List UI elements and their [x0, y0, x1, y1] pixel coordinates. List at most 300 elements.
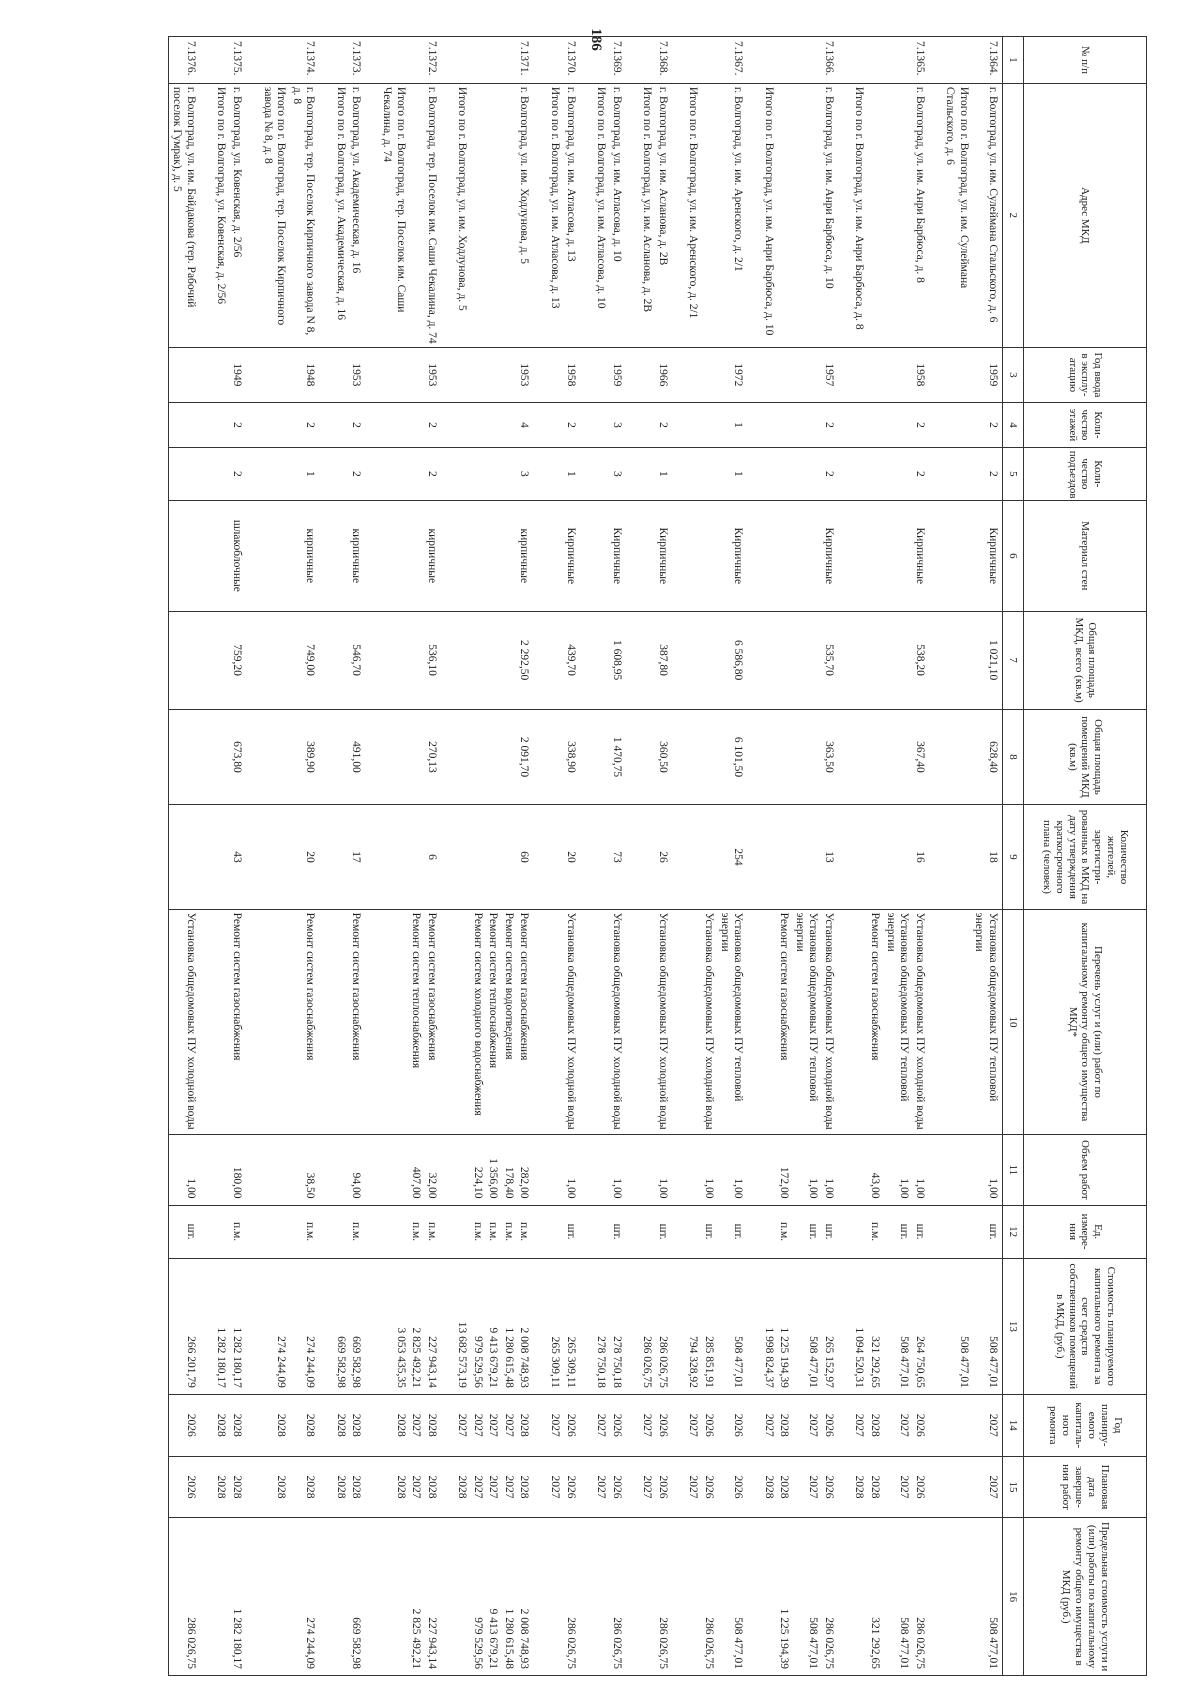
premises-area-cell [580, 709, 609, 805]
total-row [365, 37, 407, 1676]
residents-cell: 6 [423, 805, 441, 909]
residents-cell [441, 805, 470, 909]
work-volume-cell [534, 1135, 563, 1205]
completion-date-cell: 2028 [516, 1456, 534, 1518]
max-cost-cell [747, 1518, 776, 1676]
column-header: Материал стен [1024, 500, 1147, 611]
cost-cell: 264 750,65 [911, 1258, 929, 1394]
work-type-cell [365, 909, 407, 1135]
column-header: Год ввода в эксплу-атацию [1024, 347, 1147, 402]
year-built-cell [580, 347, 609, 402]
work-volume-cell: 1,00 [654, 1135, 672, 1205]
residents-cell [747, 805, 776, 909]
wall-material-cell [200, 500, 229, 611]
unit-cell: шт. [791, 1205, 820, 1258]
unit-cell [838, 1205, 867, 1258]
total-row [441, 37, 470, 1676]
row-number [500, 37, 516, 84]
repair-year-cell: 2028 [319, 1394, 348, 1456]
table-row [168, 37, 200, 1676]
max-cost-cell [929, 1518, 971, 1676]
premises-area-cell: 1 470,75 [608, 709, 626, 805]
work-volume-cell [246, 1135, 288, 1205]
max-cost-cell: 1 280 615,48 [500, 1518, 516, 1676]
address-cell: Итого по г. Волгоград, ул. им. Ходлунова, д. 5 [441, 83, 470, 347]
address-cell: Итого по г. Волгоград, ул. им. Анри Барбюса, д. 10 [747, 83, 776, 347]
residents-cell [246, 805, 288, 909]
unit-cell: шт. [700, 1205, 716, 1258]
repair-year-cell: 2028 [288, 1394, 319, 1456]
unit-cell: шт. [882, 1205, 911, 1258]
address-cell: Итого по г. Волгоград, ул. им. Атласова, д. 13 [534, 83, 563, 347]
max-cost-cell: 979 529,56 [469, 1518, 485, 1676]
repair-year-cell: 2026 [700, 1394, 716, 1456]
year-built-cell: 1958 [911, 347, 929, 402]
work-type-cell [929, 909, 971, 1135]
entrances-cell [168, 447, 200, 500]
wall-material-cell [672, 500, 701, 611]
residents-cell: 20 [288, 805, 319, 909]
work-volume-cell [626, 1135, 655, 1205]
premises-area-cell: 628,40 [971, 709, 1003, 805]
entrances-cell: 2 [423, 447, 441, 500]
premises-area-cell: 270,13 [423, 709, 441, 805]
work-volume-cell [929, 1135, 971, 1205]
max-cost-cell: 274 244,09 [288, 1518, 319, 1676]
premises-area-cell [867, 709, 883, 805]
cost-cell: 508 477,01 [882, 1258, 911, 1394]
address-cell [791, 83, 820, 347]
year-built-cell [200, 347, 229, 402]
table-row [500, 37, 516, 1676]
column-number: 3 [1003, 347, 1024, 402]
total-area-cell: 387,80 [654, 611, 672, 709]
repair-year-cell: 2028 [867, 1394, 883, 1456]
year-built-cell [441, 347, 470, 402]
completion-date-cell: 2027 [534, 1456, 563, 1518]
cost-cell: 508 477,01 [791, 1258, 820, 1394]
work-type-cell [200, 909, 229, 1135]
cost-cell: 266 201,79 [168, 1258, 200, 1394]
cost-cell: 2 825 492,21 [408, 1258, 424, 1394]
unit-cell: п.м. [500, 1205, 516, 1258]
completion-date-cell: 2026 [911, 1456, 929, 1518]
floors-cell [485, 403, 501, 448]
work-volume-cell: 1,00 [911, 1135, 929, 1205]
wall-material-cell [500, 500, 516, 611]
completion-date-cell: 2027 [672, 1456, 701, 1518]
floors-cell [882, 403, 911, 448]
repair-year-cell: 2027 [408, 1394, 424, 1456]
residents-cell [500, 805, 516, 909]
cost-cell: 274 244,09 [288, 1258, 319, 1394]
max-cost-cell: 286 026,75 [608, 1518, 626, 1676]
unit-cell: п.м. [229, 1205, 247, 1258]
entrances-cell [838, 447, 867, 500]
completion-date-cell: 2026 [562, 1456, 580, 1518]
max-cost-cell: 669 582,98 [348, 1518, 366, 1676]
repair-year-cell: 2028 [229, 1394, 247, 1456]
completion-date-cell: 2026 [700, 1456, 716, 1518]
entrances-cell [469, 447, 485, 500]
address-cell: г. Волгоград, ул. им. Ходлунова, д. 5 [516, 83, 534, 347]
residents-cell [319, 805, 348, 909]
total-area-cell [929, 611, 971, 709]
cost-cell: 508 477,01 [716, 1258, 747, 1394]
entrances-cell: 1 [654, 447, 672, 500]
residents-cell [700, 805, 716, 909]
wall-material-cell [838, 500, 867, 611]
entrances-cell [365, 447, 407, 500]
premises-area-cell [534, 709, 563, 805]
unit-cell: шт. [654, 1205, 672, 1258]
table-body [168, 37, 1002, 1676]
total-area-cell: 439,70 [562, 611, 580, 709]
work-type-cell [747, 909, 776, 1135]
unit-cell: шт. [168, 1205, 200, 1258]
work-volume-cell [747, 1135, 776, 1205]
column-number: 16 [1003, 1518, 1024, 1676]
address-cell: г. Волгоград, ул. Ковенская, д. 2/56 [229, 83, 247, 347]
row-number: 7.1376. [168, 37, 200, 84]
work-type-cell: Установка общедомовых ПУ тепловой энергии [716, 909, 747, 1135]
table-row [229, 37, 247, 1676]
residents-cell [626, 805, 655, 909]
entrances-cell: 2 [820, 447, 838, 500]
total-area-cell [747, 611, 776, 709]
cost-cell: 227 943,14 [423, 1258, 441, 1394]
floors-cell [500, 403, 516, 448]
repair-year-cell: 2026 [820, 1394, 838, 1456]
completion-date-cell: 2027 [500, 1456, 516, 1518]
column-number: 9 [1003, 805, 1024, 909]
completion-date-cell: 2028 [441, 1456, 470, 1518]
work-type-cell [319, 909, 348, 1135]
repair-year-cell: 2026 [654, 1394, 672, 1456]
cost-cell: 1 280 615,48 [500, 1258, 516, 1394]
premises-area-cell [365, 709, 407, 805]
total-row [534, 37, 563, 1676]
unit-cell [929, 1205, 971, 1258]
repair-year-cell: 2028 [423, 1394, 441, 1456]
repair-year-cell [929, 1394, 971, 1456]
row-number: 7.1374. [288, 37, 319, 84]
cost-cell: 278 750,18 [608, 1258, 626, 1394]
premises-area-cell: 389,90 [288, 709, 319, 805]
wall-material-cell [580, 500, 609, 611]
cost-cell: 669 582,98 [348, 1258, 366, 1394]
row-number [365, 37, 407, 84]
unit-cell: шт. [911, 1205, 929, 1258]
work-type-cell [246, 909, 288, 1135]
year-built-cell [672, 347, 701, 402]
residents-cell [672, 805, 701, 909]
residents-cell [168, 805, 200, 909]
max-cost-cell: 286 026,75 [562, 1518, 580, 1676]
row-number [838, 37, 867, 84]
row-number: 7.1373. [348, 37, 366, 84]
wall-material-cell: Кирпичные [971, 500, 1003, 611]
year-built-cell [626, 347, 655, 402]
work-volume-cell: 94,00 [348, 1135, 366, 1205]
column-header: Объем работ [1024, 1135, 1147, 1205]
repair-year-cell: 2026 [716, 1394, 747, 1456]
year-built-cell [485, 347, 501, 402]
work-type-cell [838, 909, 867, 1135]
residents-cell: 254 [716, 805, 747, 909]
column-number: 5 [1003, 447, 1024, 500]
work-volume-cell: 1,00 [882, 1135, 911, 1205]
row-number: 7.1364. [971, 37, 1003, 84]
year-built-cell [168, 347, 200, 402]
work-volume-cell: 1,00 [971, 1135, 1003, 1205]
premises-area-cell [246, 709, 288, 805]
repair-year-cell: 2026 [911, 1394, 929, 1456]
address-cell [485, 83, 501, 347]
max-cost-cell [626, 1518, 655, 1676]
work-type-cell: Ремонт систем газоснабжения [229, 909, 247, 1135]
unit-cell [365, 1205, 407, 1258]
row-number: 7.1366. [820, 37, 838, 84]
entrances-cell: 2 [971, 447, 1003, 500]
column-header: Стоимость планируемого капитального ремонта за счет средств собственников помещений в МКД, (руб.) [1024, 1258, 1147, 1394]
unit-cell: п.м. [485, 1205, 501, 1258]
work-type-cell: Ремонт систем газоснабжения [288, 909, 319, 1135]
unit-cell: п.м. [423, 1205, 441, 1258]
address-cell [867, 83, 883, 347]
page-number: 186 [587, 27, 604, 51]
column-header: Коли-чество этажей [1024, 403, 1147, 448]
work-volume-cell [200, 1135, 229, 1205]
column-header: Общая площадь помещений МКД (кв.м) [1024, 709, 1147, 805]
unit-cell [441, 1205, 470, 1258]
year-built-cell [500, 347, 516, 402]
floors-cell [580, 403, 609, 448]
table-row [882, 37, 911, 1676]
row-number [672, 37, 701, 84]
wall-material-cell [168, 500, 200, 611]
column-number: 10 [1003, 909, 1024, 1135]
residents-cell: 16 [911, 805, 929, 909]
repair-year-cell: 2027 [971, 1394, 1003, 1456]
year-built-cell [700, 347, 716, 402]
repair-year-cell: 2027 [747, 1394, 776, 1456]
work-type-cell [672, 909, 701, 1135]
floors-cell [776, 403, 792, 448]
address-cell: г. Волгоград, ул. им. Асланова, д. 2В [654, 83, 672, 347]
repair-year-cell: 2027 [534, 1394, 563, 1456]
work-volume-cell: 1,00 [562, 1135, 580, 1205]
year-built-cell [882, 347, 911, 402]
residents-cell [776, 805, 792, 909]
row-number [776, 37, 792, 84]
cost-cell: 508 477,01 [971, 1258, 1003, 1394]
wall-material-cell [441, 500, 470, 611]
unit-cell: шт. [716, 1205, 747, 1258]
column-number: 13 [1003, 1258, 1024, 1394]
total-row [246, 37, 288, 1676]
work-volume-cell [319, 1135, 348, 1205]
max-cost-cell: 2 008 748,93 [516, 1518, 534, 1676]
residents-cell [867, 805, 883, 909]
work-type-cell: Ремонт систем газоснабжения [867, 909, 883, 1135]
wall-material-cell: Кирпичные [820, 500, 838, 611]
address-cell [776, 83, 792, 347]
premises-area-cell [929, 709, 971, 805]
wall-material-cell [867, 500, 883, 611]
work-type-cell: Установка общедомовых ПУ холодной воды [911, 909, 929, 1135]
table-row [288, 37, 319, 1676]
column-number: 15 [1003, 1456, 1024, 1518]
row-number: 7.1372. [423, 37, 441, 84]
completion-date-cell: 2027 [469, 1456, 485, 1518]
wall-material-cell: кирпичные [348, 500, 366, 611]
work-type-cell: Ремонт систем газоснабжения [776, 909, 792, 1135]
premises-area-cell [747, 709, 776, 805]
repair-year-cell: 2027 [838, 1394, 867, 1456]
completion-date-cell: 2028 [288, 1456, 319, 1518]
work-type-cell: Установка общедомовых ПУ холодной воды [820, 909, 838, 1135]
cost-cell: 1 225 194,39 [776, 1258, 792, 1394]
address-cell: Итого по г. Волгоград, ул. им. Сулеймана Стальского, д. 6 [929, 83, 971, 347]
total-area-cell [700, 611, 716, 709]
row-number [246, 37, 288, 84]
entrances-cell [246, 447, 288, 500]
address-cell: г. Волгоград, ул. им. Атласова, д. 13 [562, 83, 580, 347]
wall-material-cell: шлакоблочные [229, 500, 247, 611]
work-volume-cell [365, 1135, 407, 1205]
cost-cell: 1 094 520,31 [838, 1258, 867, 1394]
column-header: Перечень услуг и (или) работ по капитальному ремонту общего имущества МКД* [1024, 909, 1147, 1135]
cost-cell: 265 152,97 [820, 1258, 838, 1394]
wall-material-cell [747, 500, 776, 611]
unit-cell [246, 1205, 288, 1258]
address-cell [469, 83, 485, 347]
wall-material-cell: Кирпичные [562, 500, 580, 611]
work-type-cell: Установка общедомовых ПУ тепловой энергии [791, 909, 820, 1135]
table-row [516, 37, 534, 1676]
total-area-cell [791, 611, 820, 709]
total-area-cell [580, 611, 609, 709]
total-area-cell: 1 608,95 [608, 611, 626, 709]
table-row [700, 37, 716, 1676]
floors-cell: 2 [820, 403, 838, 448]
completion-date-cell: 2026 [654, 1456, 672, 1518]
work-type-cell: Установка общедомовых ПУ холодной воды [700, 909, 716, 1135]
row-number: 7.1365. [911, 37, 929, 84]
premises-area-cell: 6 101,50 [716, 709, 747, 805]
premises-area-cell [408, 709, 424, 805]
floors-cell [200, 403, 229, 448]
premises-area-cell: 363,50 [820, 709, 838, 805]
address-cell: г. Волгоград, тер. Поселок им. Саши Чекалина, д. 74 [423, 83, 441, 347]
repair-year-cell: 2028 [365, 1394, 407, 1456]
year-built-cell [365, 347, 407, 402]
completion-date-cell: 2026 [820, 1456, 838, 1518]
entrances-cell: 1 [716, 447, 747, 500]
total-area-cell [319, 611, 348, 709]
total-area-cell [441, 611, 470, 709]
floors-cell: 2 [229, 403, 247, 448]
address-cell: г. Волгоград, ул. им. Анри Барбюса, д. 8 [911, 83, 929, 347]
wall-material-cell: Кирпичные [654, 500, 672, 611]
column-header: Адрес МКД [1024, 83, 1147, 347]
premises-area-cell [319, 709, 348, 805]
address-cell: г. Волгоград, ул. им. Сулеймана Стальского, д. 6 [971, 83, 1003, 347]
address-cell: Итого по г. Волгоград, тер. Поселок Кирпичного завода № 8, д. 8 [246, 83, 288, 347]
work-type-cell [441, 909, 470, 1135]
max-cost-cell [365, 1518, 407, 1676]
work-type-cell: Установка общедомовых ПУ тепловой энергии [971, 909, 1003, 1135]
max-cost-cell [246, 1518, 288, 1676]
floors-cell [838, 403, 867, 448]
total-area-cell: 749,00 [288, 611, 319, 709]
cost-cell: 1 282 180,17 [229, 1258, 247, 1394]
unit-cell [626, 1205, 655, 1258]
premises-area-cell [791, 709, 820, 805]
residents-cell [882, 805, 911, 909]
residents-cell: 73 [608, 805, 626, 909]
completion-date-cell: 2028 [365, 1456, 407, 1518]
repair-year-cell: 2027 [485, 1394, 501, 1456]
residents-cell [365, 805, 407, 909]
unit-cell [319, 1205, 348, 1258]
completion-date-cell: 2026 [716, 1456, 747, 1518]
cost-cell: 321 292,65 [867, 1258, 883, 1394]
row-number [791, 37, 820, 84]
repair-year-cell: 2028 [200, 1394, 229, 1456]
max-cost-cell: 286 026,75 [700, 1518, 716, 1676]
premises-area-cell [838, 709, 867, 805]
column-header: Ед. измере-ния [1024, 1205, 1147, 1258]
cost-cell: 794 328,92 [672, 1258, 701, 1394]
unit-cell [747, 1205, 776, 1258]
cost-cell: 265 309,11 [562, 1258, 580, 1394]
total-row [838, 37, 867, 1676]
completion-date-cell [929, 1456, 971, 1518]
work-volume-cell: 407,00 [408, 1135, 424, 1205]
completion-date-cell: 2027 [485, 1456, 501, 1518]
max-cost-cell [319, 1518, 348, 1676]
year-built-cell [469, 347, 485, 402]
max-cost-cell [534, 1518, 563, 1676]
premises-area-cell: 491,00 [348, 709, 366, 805]
cost-cell: 265 309,11 [534, 1258, 563, 1394]
unit-cell: п.м. [408, 1205, 424, 1258]
column-number: 6 [1003, 500, 1024, 611]
completion-date-cell: 2028 [200, 1456, 229, 1518]
work-type-cell: Ремонт систем газоснабжения [516, 909, 534, 1135]
column-number-row [1003, 37, 1024, 1676]
entrances-cell: 1 [288, 447, 319, 500]
max-cost-cell: 508 477,01 [882, 1518, 911, 1676]
premises-area-cell [700, 709, 716, 805]
column-header: Год планиру-емого капиталь-ного ремонта [1024, 1394, 1147, 1456]
column-number: 12 [1003, 1205, 1024, 1258]
column-header: № п/п [1024, 37, 1147, 84]
column-number: 14 [1003, 1394, 1024, 1456]
entrances-cell [200, 447, 229, 500]
unit-cell [534, 1205, 563, 1258]
work-type-cell: Ремонт систем газоснабжения [348, 909, 366, 1135]
work-volume-cell [441, 1135, 470, 1205]
table-row [485, 37, 501, 1676]
table-row [654, 37, 672, 1676]
residents-cell: 43 [229, 805, 247, 909]
max-cost-cell: 286 026,75 [168, 1518, 200, 1676]
floors-cell [700, 403, 716, 448]
unit-cell [200, 1205, 229, 1258]
